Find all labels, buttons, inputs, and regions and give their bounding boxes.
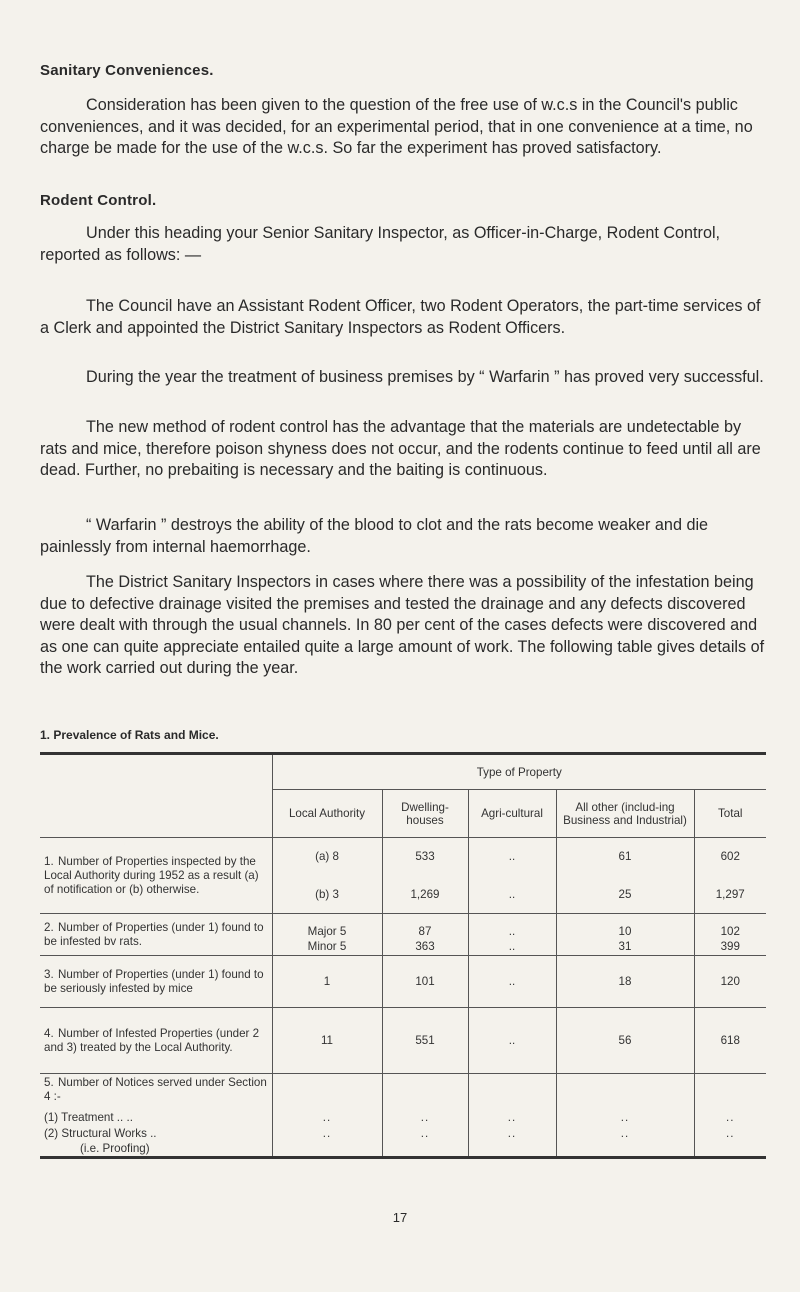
cell-agri: ..	[468, 914, 556, 938]
cell-local: ..	[272, 1110, 382, 1126]
cell-other: 31	[556, 938, 694, 956]
rodent-paragraph-3: During the year the treatment of business premises by “ Warfarin ” has proved very successful.	[86, 368, 764, 386]
table-row	[40, 1008, 766, 1074]
cell-other: 56	[556, 1008, 694, 1074]
cell-dwelling: 87	[382, 914, 468, 938]
table-row	[40, 1126, 766, 1142]
cell-local: (b) 3	[272, 876, 382, 914]
cell-dwelling: 551	[382, 1008, 468, 1074]
row-label-1: 1. Number of Properties inspected by the Local Authority during 1952 as a result (a) of notification or (b) otherwise.	[40, 838, 272, 914]
table-corner	[40, 754, 272, 790]
cell-local: Minor 5	[272, 938, 382, 956]
rodent-paragraph-4: The new method of rodent control has the advantage that the materials are undetectable by rats and mice, therefore poison shyness does not occur, and the rodents continue to feed until all are dead. Further, no prebaiting is necessary and the baiting is continuous.	[40, 418, 761, 480]
cell-total: 399	[694, 938, 766, 956]
cell-other: ..	[556, 1110, 694, 1126]
table-title: 1. Prevalence of Rats and Mice.	[40, 728, 219, 742]
table-row	[40, 1142, 766, 1158]
col-header-dwelling: Dwelling-houses	[382, 790, 468, 838]
cell-agri: ..	[468, 938, 556, 956]
table-row	[40, 956, 766, 1008]
table-row	[40, 838, 766, 876]
col-header-other: All other (includ-ing Business and Industrial)	[556, 790, 694, 838]
row-sub-proofing: (i.e. Proofing)	[80, 1141, 150, 1155]
row-sub-treatment: (1) Treatment .. ..	[44, 1110, 133, 1124]
cell-total: ..	[694, 1110, 766, 1126]
rodent-paragraph-6: The District Sanitary Inspectors in cases where there was a possibility of the infestation being due to defective drainage visited the premises and tested the drainage and any defects discovered were dealt with through the usual channels. In 80 per cent of the cases defects were discovered and as one can quite appreciate entailed quite a large amount of work. The following table gives details of the work carried out during the year.	[40, 573, 765, 678]
cell-other: ..	[556, 1126, 694, 1142]
cell-dwelling: 1,269	[382, 876, 468, 914]
cell-local: Major 5	[272, 914, 382, 938]
cell-other: 61	[556, 838, 694, 876]
cell-total: ..	[694, 1126, 766, 1142]
cell-agri: ..	[468, 876, 556, 914]
row-label-3: 3. Number of Properties (under 1) found to be seriously infested by mice	[40, 956, 272, 1008]
cell-total: 1,297	[694, 876, 766, 914]
group-header: Type of Property	[272, 754, 766, 790]
row-sub-structural: (2) Structural Works ..	[44, 1126, 157, 1140]
row-label-5: 5. Number of Notices served under Section 4 :-	[44, 1076, 267, 1103]
cell-local: (a) 8	[272, 838, 382, 876]
rodent-paragraph-5: “ Warfarin ” destroys the ability of the blood to clot and the rats become weaker and die painlessly from internal haemorrhage.	[40, 516, 709, 556]
table-row	[40, 1074, 766, 1110]
cell-local: 1	[272, 956, 382, 1008]
cell-other: 25	[556, 876, 694, 914]
cell-other: 10	[556, 914, 694, 938]
row-label-2: 2. Number of Properties (under 1) found to be infested bv rats.	[40, 914, 272, 956]
cell-local: ..	[272, 1126, 382, 1142]
sanitary-heading: Sanitary Conveniences.	[40, 62, 214, 79]
cell-agri: ..	[468, 1110, 556, 1126]
col-header-total: Total	[694, 790, 766, 838]
col-header-local: Local Authority	[272, 790, 382, 838]
cell-total: 602	[694, 838, 766, 876]
cell-other: 18	[556, 956, 694, 1008]
cell-agri: ..	[468, 1008, 556, 1074]
row-label-4: 4. Number of Infested Properties (under 2 and 3) treated by the Local Authority.	[40, 1008, 272, 1074]
cell-total: 102	[694, 914, 766, 938]
cell-total: 120	[694, 956, 766, 1008]
rats-mice-table	[40, 752, 766, 1159]
cell-agri: ..	[468, 1126, 556, 1142]
cell-dwelling: 101	[382, 956, 468, 1008]
col-header-agri: Agri-cultural	[468, 790, 556, 838]
cell-agri: ..	[468, 956, 556, 1008]
sanitary-paragraph: Consideration has been given to the question of the free use of w.c.s in the Council's public conveniences, and it was decided, for an experimental period, that in one convenience at a time, no charge be made for the use of the w.c.s. So far the experiment has proved satisfactory.	[40, 96, 753, 158]
cell-local: 11	[272, 1008, 382, 1074]
cell-agri: ..	[468, 838, 556, 876]
cell-dwelling: ..	[382, 1126, 468, 1142]
cell-dwelling: 363	[382, 938, 468, 956]
table-row	[40, 1110, 766, 1126]
cell-dwelling: ..	[382, 1110, 468, 1126]
table-row	[40, 914, 766, 938]
cell-dwelling: 533	[382, 838, 468, 876]
rodent-paragraph-1: Under this heading your Senior Sanitary Inspector, as Officer-in-Charge, Rodent Control, reported as follows: —	[40, 224, 721, 264]
header-blank	[40, 790, 272, 838]
rodent-paragraph-2: The Council have an Assistant Rodent Officer, two Rodent Operators, the part-time services of a Clerk and appointed the District Sanitary Inspectors as Rodent Officers.	[40, 297, 761, 337]
rodent-heading: Rodent Control.	[40, 192, 157, 209]
cell-total: 618	[694, 1008, 766, 1074]
page-number: 17	[392, 1210, 408, 1225]
